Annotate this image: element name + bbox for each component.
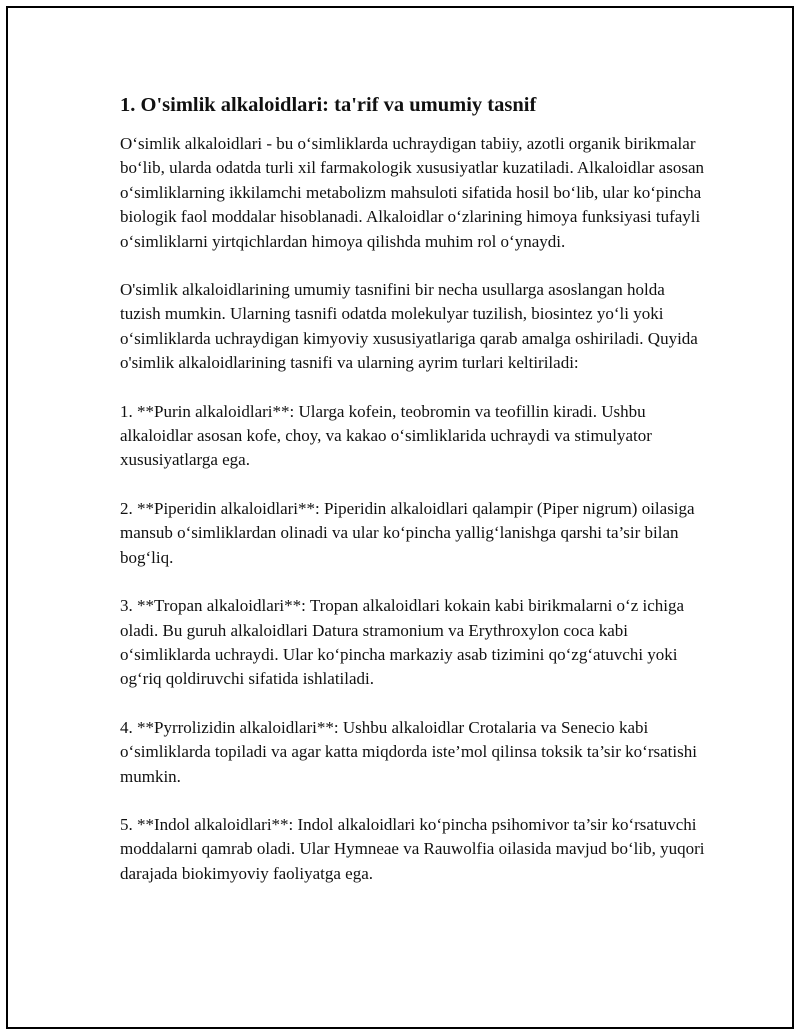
list-item-tropan: 3. **Tropan alkaloidlari**: Tropan alkaloidlari kokain kabi birikmalarni o‘z ichiga oladi. Bu guruh alkaloidlari Datura stramonium va Erythroxylon coca kabi o‘simliklarda uchraydi. Ular ko‘pincha markaziy asab tizimini qo‘zg‘atuvchi yoki og‘riq qoldiruvchi sifatida ishlatiladi.: [120, 596, 685, 689]
intro-paragraph: O‘simlik alkaloidlari - bu o‘simliklarda uchraydigan tabiiy, azotli organik birikmalar bo‘lib, ularda odatda turli xil farmakologik xususiyatlar kuzatiladi. Alkaloidlar asosan o‘simliklarning ikkilamchi metabolizm mahsuloti sifatida hosil bo‘lib, ular ko‘pincha biologik faol moddalar hisoblanadi. Alkaloidlar o‘zlarining himoya funksiyasi tufayli o‘simliklarni yirtqichlardan himoya qilishda muhim rol o‘ynaydi.: [120, 134, 704, 251]
classification-paragraph: O'simlik alkaloidlarining umumiy tasnifini bir necha usullarga asoslangan holda tuzish mumkin. Ularning tasnifi odatda molekulyar tuzilish, biosintez yo‘li yoki o‘simliklarda uchraydigan kimyoviy xususiyatlariga qarab amalga oshiriladi. Quyida o'simlik alkaloidlarining tasnifi va ularning ayrim turlari keltiriladi:: [120, 280, 698, 373]
list-item-indol: 5. **Indol alkaloidlari**: Indol alkaloidlari ko‘pincha psihomivor ta’sir ko‘rsatuvchi moddalarni qamrab oladi. Ular Hymneae va Rauwolfia oilasida mavjud bo‘lib, yuqori darajada biokimyoviy faoliyatga ega.: [120, 814, 705, 883]
document-body: [120, 92, 705, 910]
list-item-purin: 1. **Purin alkaloidlari**: Ularga kofein, teobromin va teofillin kiradi. Ushbu alkaloidlar asosan kofe, choy, va kakao o‘simliklarida uchraydi va stimulyator xususiyatlarga ega.: [120, 401, 652, 470]
page-frame: [6, 6, 794, 1029]
list-item-pyrrolizidin: 4. **Pyrrolizidin alkaloidlari**: Ushbu alkaloidlar Crotalaria va Senecio kabi o‘simliklarda topiladi va agar katta miqdorda iste’mol qilinsa toksik ta’sir ko‘rsatishi mumkin.: [120, 717, 697, 786]
list-item-piperidin: 2. **Piperidin alkaloidlari**: Piperidin alkaloidlari qalampir (Piper nigrum) oilasiga mansub o‘simliklardan olinadi va ular ko‘pincha yallig‘lanishga qarshi ta’sir bilan bog‘liq.: [120, 498, 695, 567]
document-title: 1. O'simlik alkaloidlari: ta'rif va umumiy tasnif: [120, 94, 537, 116]
